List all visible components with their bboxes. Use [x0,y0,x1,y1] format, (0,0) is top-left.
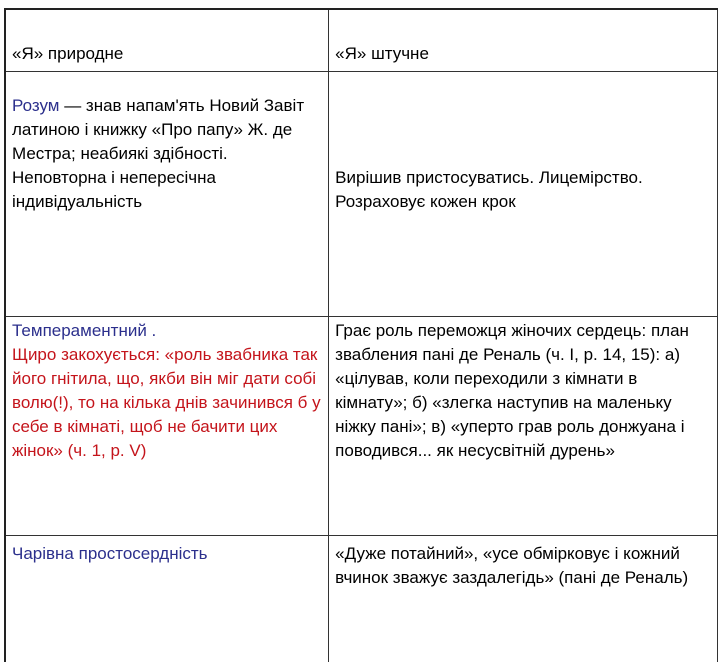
header-left-text: «Я» природне [12,44,124,64]
row1-right-text: Вирішив пристосуватись. Лицемірство. Розраховує кожен крок [335,167,643,211]
comparison-table [4,8,718,662]
row3-left-cell [5,535,329,662]
table-header-row [5,9,718,71]
row1-right-cell [329,71,718,316]
header-right-text: «Я» штучне [335,44,429,64]
row3-lead: Чарівна простосердність [12,543,208,563]
row1-left-text: — знав напам'ять Новий Завіт латиною і книжку «Про папу» Ж. де Местра; неабиякі здібності. Неповторна і непересічна індивідуальність [12,95,305,211]
row2-right-cell [329,316,718,535]
row2-lead: Темпераментний . [12,320,157,340]
table-row [5,535,718,662]
row2-left-text: Щиро закохується: «роль звабника так його гнітила, що, якби він міг дати собі волю(!), то на кілька днів зачинився б у себе в кімнаті, щоб не бачити цих жінок» (ч. 1, р. V) [12,344,321,460]
row3-right-text: «Дуже потайний», «усе обмірковує і кожний вчинок зважує заздалегідь» (пані де Реналь) [335,543,689,587]
row2-right-text: Грає роль переможця жіночих сердець: план звабления пані де Реналь (ч. І, р. 14, 15): а) «цілував, коли переходили з кімнати в кімнату»; б) «злегка наступив на маленьку ніжку пані»; в) «уперто грав роль донжуана і поводився... як несусвітній дурень» [335,320,689,460]
header-artificial-self [329,9,718,71]
row1-left-cell [5,71,329,316]
header-natural-self [5,9,329,71]
table-row [5,316,718,535]
row3-right-cell [329,535,718,662]
row2-left-cell [5,316,329,535]
table-row [5,71,718,316]
row1-lead: Розум [12,95,60,115]
